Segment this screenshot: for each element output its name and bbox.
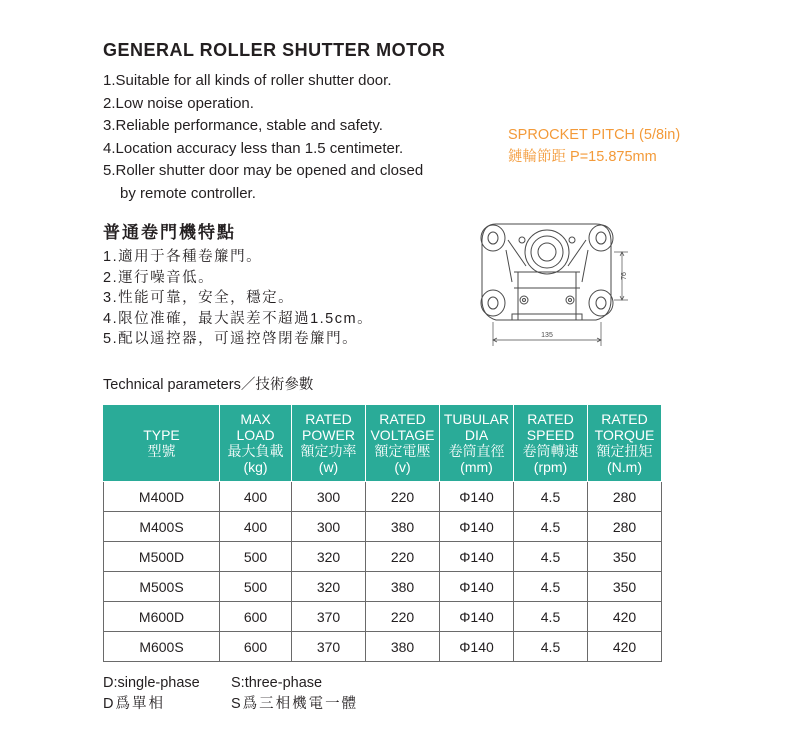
cell-power: 320 [292, 542, 366, 572]
feature-item-zh: 1.適用于各種卷簾門。 [103, 249, 263, 265]
features-list-zh [103, 247, 373, 350]
feature-item: 4.Location accuracy less than 1.5 centimeter. [103, 139, 404, 157]
cell-load: 400 [220, 482, 292, 512]
cell-voltage: 220 [366, 482, 440, 512]
feature-item-zh: 3.性能可靠，安全，穩定。 [103, 290, 295, 306]
legend-three-phase-en: S:three-phase [231, 675, 323, 691]
sprocket-pitch-en: SPROCKET PITCH (5/8in) [508, 127, 681, 143]
cell-type: M600D [104, 602, 220, 632]
cell-torque: 350 [588, 572, 662, 602]
cell-torque: 350 [588, 542, 662, 572]
cell-speed: 4.5 [514, 632, 588, 662]
sprocket-pitch-zh: 鏈輪節距 P=15.875mm [508, 149, 657, 165]
feature-item-continuation: by remote controller. [120, 184, 256, 202]
legend-single-phase-en: D:single-phase [103, 675, 200, 691]
header-rated-power: RATED POWER 額定功率 (w) [292, 405, 366, 482]
feature-item-zh: 4.限位准確，最大誤差不超過1.5cm。 [103, 310, 374, 327]
cell-voltage: 380 [366, 512, 440, 542]
header-rated-torque: RATED TORQUE 額定扭矩 (N.m) [588, 405, 662, 482]
header-rated-voltage: RATED VOLTAGE 額定電壓 (v) [366, 405, 440, 482]
cell-speed: 4.5 [514, 602, 588, 632]
header-tubular-dia: TUBULAR DIA 卷筒直徑 (mm) [440, 405, 514, 482]
cell-load: 600 [220, 632, 292, 662]
cell-load: 400 [220, 512, 292, 542]
header-max-load: MAX LOAD 最大負載 (kg) [220, 405, 292, 482]
feature-item-zh: 2.運行噪音低。 [103, 269, 215, 286]
cell-speed: 4.5 [514, 572, 588, 602]
cell-voltage: 220 [366, 542, 440, 572]
table-row [104, 542, 662, 572]
cell-load: 600 [220, 602, 292, 632]
header-type: TYPE 型號 [104, 405, 220, 482]
cell-speed: 4.5 [514, 482, 588, 512]
cell-torque: 280 [588, 482, 662, 512]
legend-single-phase-zh: D爲單相 [103, 696, 165, 712]
features-list-en [103, 70, 423, 205]
feature-item: 2.Low noise operation. [103, 94, 254, 112]
cell-dia: Φ140 [440, 572, 514, 602]
cell-dia: Φ140 [440, 632, 514, 662]
cell-voltage: 220 [366, 602, 440, 632]
cell-dia: Φ140 [440, 482, 514, 512]
feature-item: 1.Suitable for all kinds of roller shutter door. [103, 72, 392, 89]
cell-type: M400D [104, 482, 220, 512]
cell-torque: 420 [588, 602, 662, 632]
table-row [104, 482, 662, 512]
cell-type: M600S [104, 632, 220, 662]
table-row [104, 602, 662, 632]
dimension-height-label: 76 [621, 272, 628, 280]
cell-power: 300 [292, 512, 366, 542]
cell-voltage: 380 [366, 632, 440, 662]
table-row [104, 632, 662, 662]
phase-legend [103, 673, 358, 715]
header-rated-speed: RATED SPEED 卷筒轉速 (rpm) [514, 405, 588, 482]
cell-voltage: 380 [366, 572, 440, 602]
cell-speed: 4.5 [514, 512, 588, 542]
cell-power: 370 [292, 632, 366, 662]
table-row [104, 572, 662, 602]
cell-torque: 420 [588, 632, 662, 662]
feature-item-text: 5.Roller shutter door may be opened and closed [103, 162, 424, 179]
feature-item-zh: 5.配以遥控器，可遥控啓閉卷簾門。 [103, 331, 359, 347]
dimension-width-label: 135 [541, 332, 553, 339]
cell-load: 500 [220, 542, 292, 572]
page-title: GENERAL ROLLER SHUTTER MOTOR [103, 40, 446, 60]
table-header-row [104, 405, 662, 482]
feature-item: 3.Reliable performance, stable and safety. [103, 117, 383, 134]
cell-type: M500D [104, 542, 220, 572]
cell-dia: Φ140 [440, 602, 514, 632]
cell-load: 500 [220, 572, 292, 602]
cell-dia: Φ140 [440, 542, 514, 572]
table-row [104, 512, 662, 542]
legend-three-phase-zh: S爲三相機電一體 [231, 696, 359, 712]
cell-type: M500S [104, 572, 220, 602]
cell-torque: 280 [588, 512, 662, 542]
cell-power: 300 [292, 482, 366, 512]
sprocket-pitch-note [508, 124, 680, 168]
cell-speed: 4.5 [514, 542, 588, 572]
technical-parameters-table [103, 404, 662, 662]
technical-parameters-label: Technical parameters／技術參數 [103, 377, 314, 393]
section-title-zh: 普通卷門機特點 [103, 223, 236, 242]
feature-item [103, 160, 423, 205]
cell-dia: Φ140 [440, 512, 514, 542]
cell-power: 320 [292, 572, 366, 602]
cell-power: 370 [292, 602, 366, 632]
cell-type: M400S [104, 512, 220, 542]
motor-technical-drawing [478, 210, 628, 350]
